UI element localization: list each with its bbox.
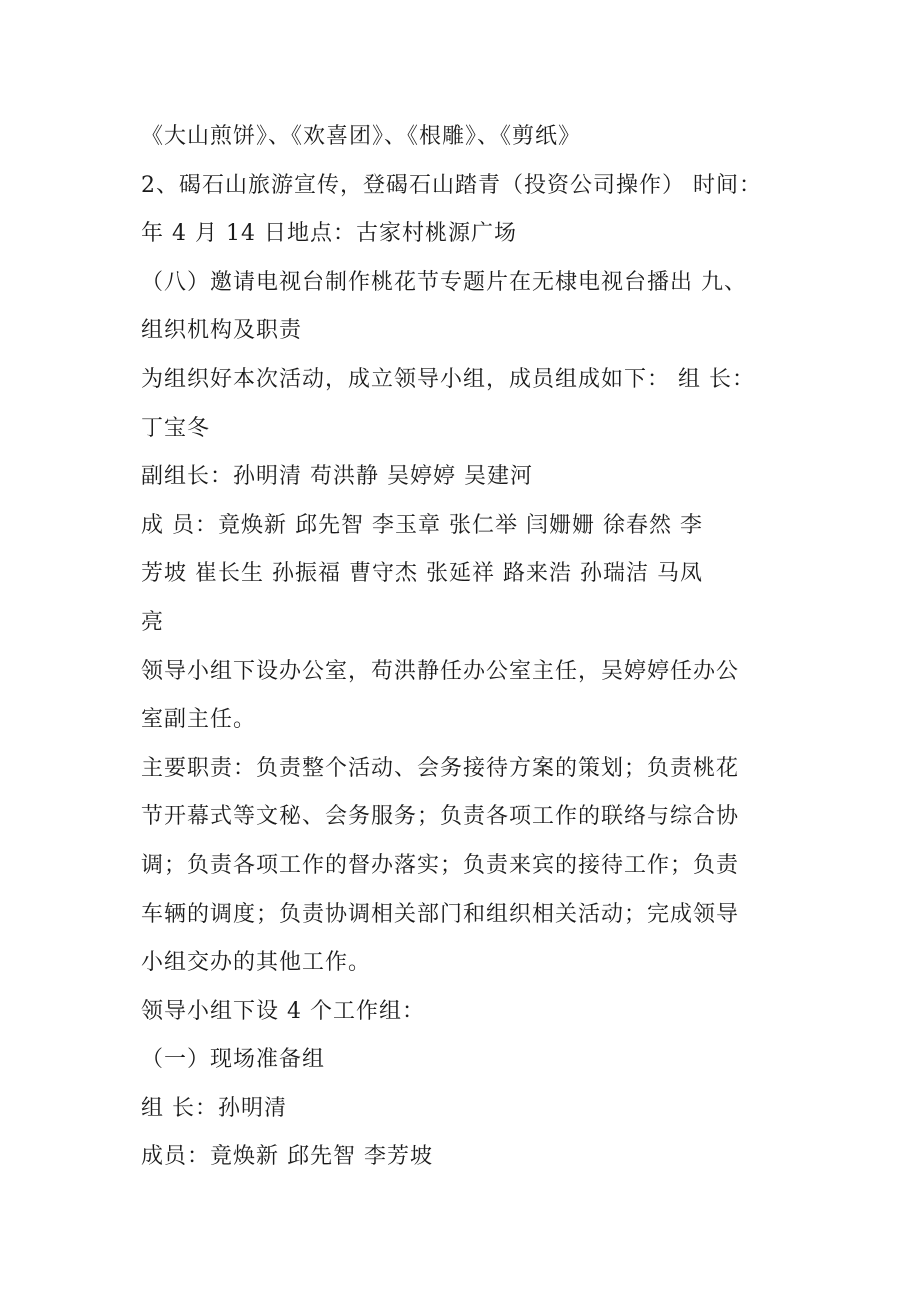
text-line: 丁宝冬: [141, 415, 211, 441]
text-line: 副组长：孙明清 苟洪静 吴婷婷 吴建河: [141, 464, 533, 490]
document-body: [141, 113, 821, 1182]
text-line: （一）现场准备组: [141, 1047, 326, 1073]
text-line: 组 长：孙明清: [141, 1095, 287, 1121]
text-line: 领导小组下设办公室，苟洪静任办公室主任，吴婷婷任办公: [141, 658, 740, 684]
text-line: 年 4 月 14 日地点：古家村桃源广场: [141, 221, 517, 247]
text-line: 成 员：竟焕新 邱先智 李玉章 张仁举 闫姗姗 徐春然 李: [141, 512, 703, 538]
text-line: 室副主任。: [141, 707, 257, 733]
text-line: 节开幕式等文秘、会务服务；负责各项工作的联络与综合协: [141, 804, 740, 830]
text-line: 调；负责各项工作的督办落实；负责来宾的接待工作；负责: [141, 852, 740, 878]
text-line: 小组交办的其他工作。: [141, 950, 372, 976]
text-line: 为组织好本次活动，成立领导小组，成员组成如下： 组 长：: [141, 366, 755, 392]
text-line: 芳坡 崔长生 孙振福 曹守杰 张延祥 路来浩 孙瑞洁 马凤: [141, 561, 703, 587]
text-line: 2、碣石山旅游宣传，登碣石山踏青（投资公司操作） 时间：: [141, 172, 762, 198]
text-line: 成员：竟焕新 邱先智 李芳坡: [141, 1144, 433, 1170]
text-line: 领导小组下设 4 个工作组：: [141, 998, 425, 1024]
text-line: 亮: [141, 609, 165, 635]
text-line: 《大山煎饼》、《欢喜团》、《根雕》、《剪纸》: [141, 124, 582, 149]
text-line: （八）邀请电视台制作桃花节专题片在无棣电视台播出 九、: [141, 269, 747, 295]
text-line: 组织机构及职责: [141, 318, 303, 344]
text-line: 主要职责：负责整个活动、会务接待方案的策划；负责桃花: [141, 755, 740, 781]
text-line: 车辆的调度；负责协调相关部门和组织相关活动；完成领导: [141, 901, 740, 927]
